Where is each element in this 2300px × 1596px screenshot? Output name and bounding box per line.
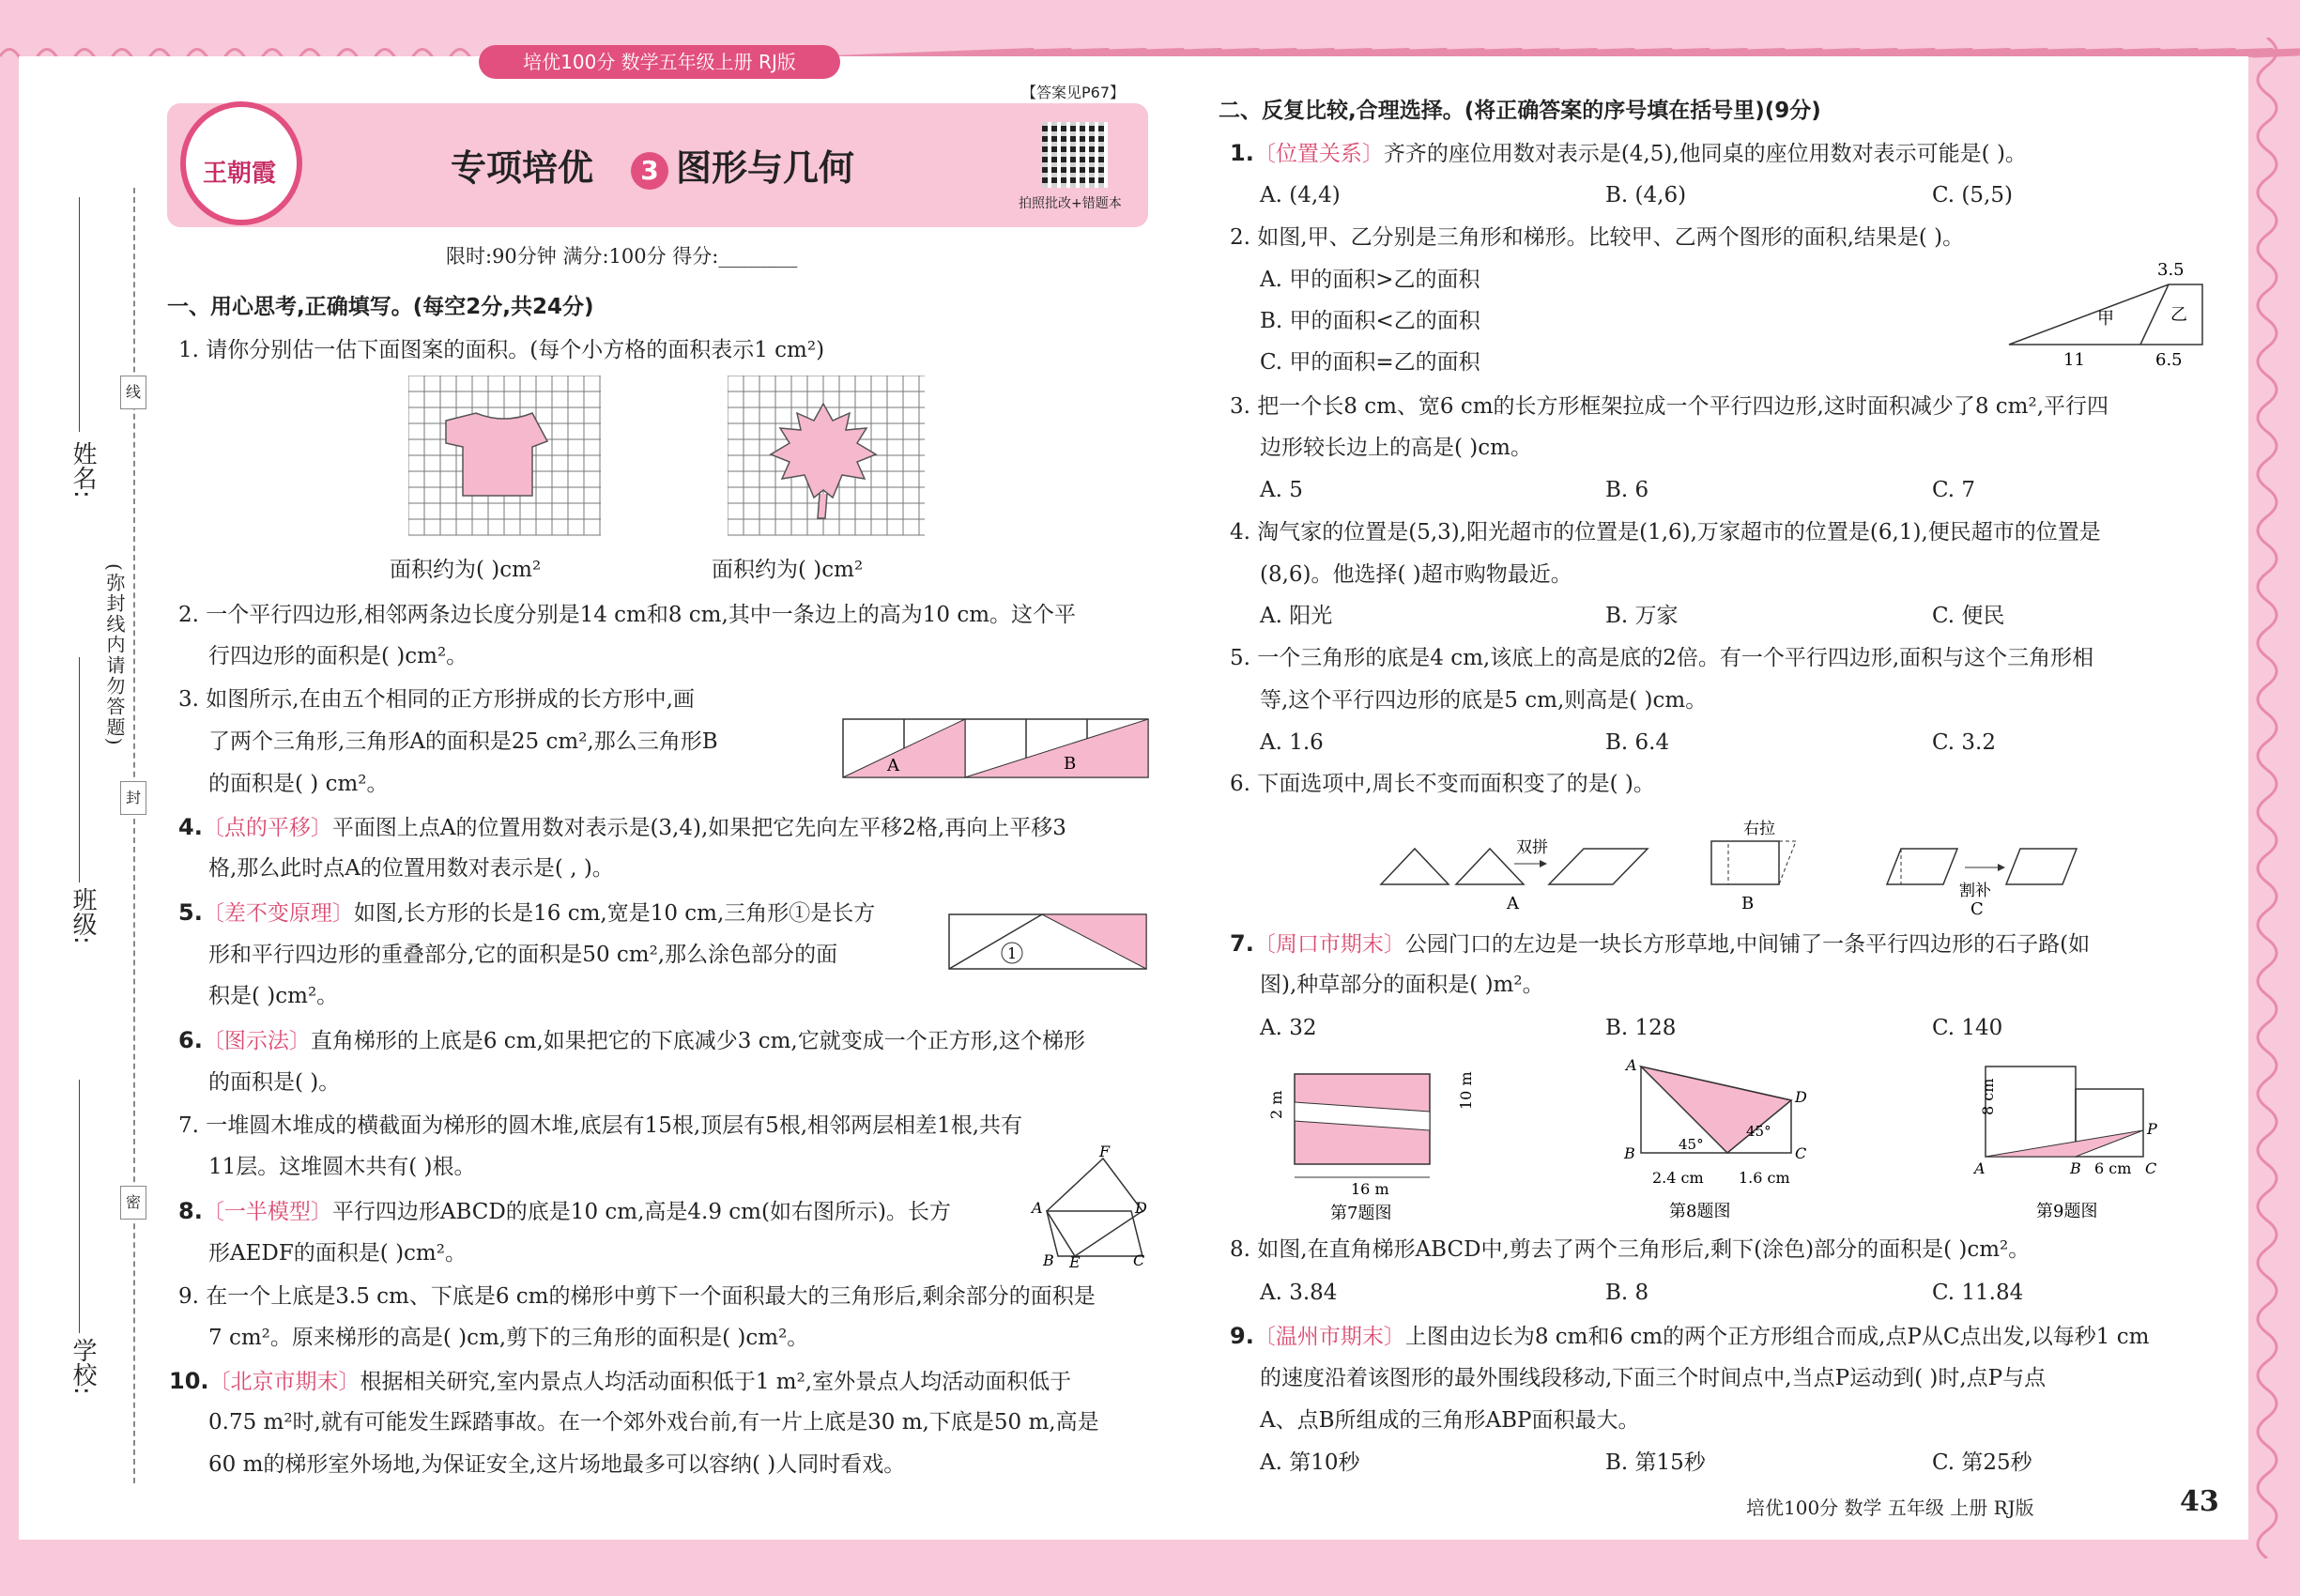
q2-top-length: 3.5: [2157, 260, 2185, 280]
r-q3-option-c[interactable]: C. 7: [1932, 478, 1976, 502]
l-q2-line1: 2. 一个平行四边形,相邻两条边长度分别是14 cm和8 cm,其中一条边上的高为10 cm。这个平: [178, 603, 1077, 627]
seal-note: (弥封线内请勿答题): [103, 563, 126, 747]
l-q9-line2[interactable]: 7 cm²。原来梯形的高是( )cm,剪下的三角形的面积是( )cm²。: [208, 1326, 809, 1350]
q2-jia-label: 甲: [2097, 309, 2114, 329]
r-q9-line3: A、点B所组成的三角形ABP面积最大。: [1260, 1408, 1640, 1433]
section-2-heading: 二、反复比较,合理选择。(将正确答案的序号填在括号里)(9分): [1219, 99, 1821, 123]
r-q3-option-b[interactable]: B. 6: [1605, 478, 1649, 502]
r-q9-line2[interactable]: 的速度沿着该图形的最外围线段移动,下面三个时间点中,当点P运动到( )时,点P与点: [1260, 1366, 2047, 1390]
svg-text:A: A: [1626, 1059, 1637, 1074]
l-q3-line2: 了两个三角形,三角形A的面积是25 cm²,那么三角形B: [208, 729, 718, 754]
q5-rectangle-figure: [948, 913, 1150, 972]
fig9-length-label: 6 cm: [2094, 1159, 2132, 1177]
r-q7-tag: 〔周口市期末〕: [1253, 932, 1405, 957]
q6-label-youla: 右拉: [1743, 820, 1775, 838]
l-q7-line1: 7. 一堆圆木堆成的横截面为梯形的圆木堆,底层有15根,顶层有5根,相邻两层相差1根,共有: [178, 1113, 1023, 1138]
section-1-heading: 一、用心思考,正确填写。(每空2分,共24分): [167, 295, 594, 319]
r-q8-option-c[interactable]: C. 11.84: [1932, 1281, 2024, 1305]
svg-text:C: C: [1133, 1251, 1145, 1267]
seal-mark-feng: 封: [120, 781, 146, 815]
l-q5-line3[interactable]: 积是( )cm²。: [208, 984, 339, 1008]
q2-yi-label: 乙: [2170, 305, 2187, 325]
seal-mark-xian: 线: [120, 376, 146, 409]
r-q4-line1: 4. 淘气家的位置是(5,3),阳光超市的位置是(1,6),万家超市的位置是(6,1),便民超市的位置是: [1230, 520, 2101, 545]
l-q6-tag: 〔图示法〕: [202, 1029, 311, 1053]
q6-options-figure: [1375, 817, 2145, 915]
l-q7-line2[interactable]: 11层。这堆圆木共有( )根。: [208, 1155, 476, 1179]
q6-option-c-label: C: [1970, 899, 1984, 915]
fig8-length-1: 2.4 cm: [1652, 1169, 1704, 1187]
page-footer: 培优100分 数学 五年级 上册 RJ版: [1746, 1496, 2034, 1519]
r-q3-line2[interactable]: 边形较长边上的高是( )cm。: [1260, 436, 1532, 460]
r-q9-line1: 9.〔温州市期末〕上图由边长为8 cm和6 cm的两个正方形组合而成,点P从C点出发,以每秒1 cm: [1230, 1323, 2150, 1349]
l-q10-line1: 10.〔北京市期末〕根据相关研究,室内景点人均活动面积低于1 m²,室外景点人均活动面积低于: [169, 1368, 1072, 1394]
svg-text:A: A: [1032, 1199, 1043, 1217]
wave-border-right: [2248, 38, 2300, 1558]
r-q3-line1: 3. 把一个长8 cm、宽6 cm的长方形框架拉成一个平行四边形,这时面积减少了8 cm²,平行四: [1230, 394, 2109, 419]
r-q9-option-c[interactable]: C. 第25秒: [1932, 1450, 2032, 1475]
l-q10-line2: 0.75 m²时,就有可能发生踩踏事故。在一个郊外戏台前,有一片上底是30 m,下底是50 m,高是: [208, 1410, 1099, 1435]
fig8-length-2: 1.6 cm: [1739, 1169, 1790, 1187]
fig8-trapezoid-figure: [1615, 1059, 1821, 1224]
r-q9-tag: 〔温州市期末〕: [1253, 1325, 1405, 1349]
name-blank[interactable]: [79, 197, 80, 432]
r-q2-option-b[interactable]: B. 甲的面积<乙的面积: [1260, 309, 1480, 333]
page-sheet: [19, 56, 2248, 1540]
q6-option-a-label: A: [1507, 894, 1519, 913]
school-blank[interactable]: [79, 1080, 80, 1333]
l-q8-line1: 8.〔一半模型〕平行四边形ABCD的底是10 cm,高是4.9 cm(如右图所示)。长方: [178, 1198, 951, 1224]
l-q9-line1: 9. 在一个上底是3.5 cm、下底是6 cm的梯形中剪下一个面积最大的三角形后,剩余部分的面积是: [178, 1284, 1096, 1309]
r-q4-line2[interactable]: (8,6)。他选择( )超市购物最近。: [1260, 562, 1572, 587]
svg-text:A: A: [1974, 1159, 1986, 1177]
r-q4-option-b[interactable]: B. 万家: [1605, 604, 1679, 628]
name-label: 姓名:: [69, 441, 97, 499]
l-q6-line1: 6.〔图示法〕直角梯形的上底是6 cm,如果把它的下底减少3 cm,它就变成一个正方形,这个梯形: [178, 1027, 1086, 1053]
r-q4-option-c[interactable]: C. 便民: [1932, 604, 2005, 628]
fig8-angle-2: 45°: [1746, 1123, 1771, 1140]
svg-text:C: C: [2145, 1159, 2157, 1177]
l-q1-answer-a[interactable]: 面积约为( )cm²: [390, 558, 542, 582]
fig8-caption: 第8题图: [1669, 1202, 1731, 1221]
r-q6-line: 6. 下面选项中,周长不变而面积变了的是( )。: [1230, 772, 1655, 796]
title-number-badge: 3: [631, 152, 668, 190]
logo-text: 王朝霞: [203, 160, 277, 188]
fig8-angle-1: 45°: [1679, 1136, 1704, 1153]
fig9-height-label: 8 cm: [1979, 1078, 1997, 1115]
r-q8-option-b[interactable]: B. 8: [1605, 1281, 1649, 1305]
r-q5-option-a[interactable]: A. 1.6: [1260, 730, 1324, 755]
svg-text:E: E: [1069, 1253, 1081, 1267]
q2-triangle-trapezoid-figure: [2000, 258, 2211, 371]
q6-label-gebu: 割补: [1959, 882, 1991, 900]
q2-bottom-1: 11: [2063, 350, 2085, 370]
answer-reference: 【答案见P67】: [1021, 84, 1126, 101]
l-q10-tag: 〔北京市期末〕: [208, 1370, 360, 1394]
r-q8-option-a[interactable]: A. 3.84: [1260, 1281, 1338, 1305]
r-q1-option-b[interactable]: B. (4,6): [1605, 183, 1687, 207]
tshirt-grid-figure: [408, 376, 601, 537]
qr-caption: 拍照批改+错题本: [1019, 196, 1122, 211]
svg-text:D: D: [1135, 1199, 1147, 1217]
q6-option-b-label: B: [1741, 894, 1755, 913]
fig7-height-label: 10 m: [1457, 1071, 1475, 1110]
class-label: 班级:: [69, 887, 97, 944]
seal-mark-mi: 密: [120, 1186, 146, 1220]
r-q5-line1: 5. 一个三角形的底是4 cm,该底上的高是底的2倍。有一个平行四边形,面积与这个三角形相: [1230, 646, 2094, 670]
l-q4-tag: 〔点的平移〕: [202, 816, 332, 840]
l-q5-tag: 〔差不变原理〕: [202, 901, 354, 926]
page-number: 43: [2180, 1485, 2219, 1518]
q3-five-squares-figure: [842, 718, 1152, 780]
title-main: 图形与几何: [676, 147, 855, 189]
r-q1-option-c[interactable]: C. (5,5): [1932, 183, 2013, 207]
l-q8-line2[interactable]: 形AEDF的面积是( )cm²。: [208, 1241, 467, 1266]
r-q2-line: 2. 如图,甲、乙分别是三角形和梯形。比较甲、乙两个图形的面积,结果是( )。: [1230, 225, 1965, 250]
l-q1-answer-b[interactable]: 面积约为( )cm²: [712, 558, 864, 582]
triangle-a-label: A: [887, 756, 899, 775]
r-q7-line1: 7.〔周口市期末〕公园门口的左边是一块长方形草地,中间铺了一条平行四边形的石子路(如: [1230, 930, 2091, 957]
l-q10-line3[interactable]: 60 m的梯形室外场地,为保证安全,这片场地最多可以容纳( )人同时看戏。: [208, 1452, 906, 1477]
exam-meta: 限时:90分钟 满分:100分 得分:________: [446, 245, 798, 268]
svg-text:B: B: [1624, 1144, 1635, 1162]
series-banner: 培优100分 数学五年级上册 RJ版: [479, 45, 840, 79]
school-label: 学校:: [69, 1338, 97, 1395]
fig7-width-label: 16 m: [1351, 1180, 1389, 1198]
r-q5-line2[interactable]: 等,这个平行四边形的底是5 cm,则高是( )cm。: [1260, 688, 1708, 713]
l-q5-line1: 5.〔差不变原理〕如图,长方形的长是16 cm,宽是10 cm,三角形①是长方: [178, 899, 876, 926]
r-q1-line: 1.〔位置关系〕齐齐的座位用数对表示是(4,5),他同桌的座位用数对表示可能是( )。: [1230, 140, 2027, 166]
svg-text:P: P: [2147, 1120, 2157, 1138]
region-1-label: 1: [1007, 944, 1018, 962]
r-q3-option-a[interactable]: A. 5: [1260, 478, 1303, 502]
r-q2-option-a[interactable]: A. 甲的面积>乙的面积: [1260, 268, 1480, 292]
r-q7-option-b[interactable]: B. 128: [1605, 1016, 1677, 1040]
r-q5-option-b[interactable]: B. 6.4: [1605, 730, 1670, 755]
page-title: [451, 139, 854, 191]
r-q5-option-c[interactable]: C. 3.2: [1932, 730, 1996, 755]
r-q4-option-a[interactable]: A. 阳光: [1260, 604, 1333, 628]
q6-label-shuangpin: 双拼: [1516, 838, 1548, 857]
r-q2-option-c[interactable]: C. 甲的面积=乙的面积: [1260, 350, 1480, 375]
l-q4-line2[interactable]: 格,那么此时点A的位置用数对表示是( , )。: [208, 856, 614, 881]
l-q3-line1: 3. 如图所示,在由五个相同的正方形拼成的长方形中,画: [178, 687, 695, 712]
fig7-road-label: 2 m: [1267, 1090, 1285, 1119]
r-q8-line[interactable]: 8. 如图,在直角梯形ABCD中,剪去了两个三角形后,剩下(涂色)部分的面积是( )cm²。: [1230, 1237, 2031, 1262]
q8-parallelogram-figure: [1028, 1145, 1155, 1267]
r-q1-option-a[interactable]: A. (4,4): [1260, 183, 1341, 207]
fig9-caption: 第9题图: [2036, 1202, 2098, 1221]
leaf-grid-figure: [728, 376, 925, 537]
l-q2-line2[interactable]: 行四边形的面积是( )cm²。: [208, 644, 468, 668]
r-q7-option-c[interactable]: C. 140: [1932, 1016, 2003, 1040]
q2-bottom-2: 6.5: [2155, 350, 2183, 370]
svg-text:D: D: [1795, 1088, 1807, 1106]
fig7-lawn-figure: [1253, 1059, 1479, 1224]
fig9-squares-figure: [1957, 1059, 2173, 1224]
triangle-b-label: B: [1064, 754, 1077, 774]
l-q4-line1: 4.〔点的平移〕平面图上点A的位置用数对表示是(3,4),如果把它先向左平移2格,再向上平移3: [178, 814, 1066, 840]
r-q9-option-b[interactable]: B. 第15秒: [1605, 1450, 1706, 1475]
qr-code-icon[interactable]: [1042, 122, 1108, 188]
svg-text:B: B: [1043, 1251, 1054, 1267]
r-q9-option-a[interactable]: A. 第10秒: [1260, 1450, 1360, 1475]
l-q8-tag: 〔一半模型〕: [202, 1200, 332, 1224]
fig7-caption: 第7题图: [1330, 1204, 1392, 1223]
class-blank[interactable]: [79, 657, 80, 882]
l-q5-line2: 形和平行四边形的重叠部分,它的面积是50 cm²,那么涂色部分的面: [208, 943, 838, 967]
l-q1: 1. 请你分别估一估下面图案的面积。(每个小方格的面积表示1 cm²): [178, 338, 825, 362]
r-q7-line2[interactable]: 图),种草部分的面积是( )m²。: [1260, 973, 1544, 997]
r-q1-tag: 〔位置关系〕: [1253, 142, 1384, 166]
title-prefix: 专项培优: [451, 147, 594, 189]
svg-text:F: F: [1099, 1145, 1111, 1160]
l-q6-line2[interactable]: 的面积是( )。: [208, 1070, 341, 1095]
publisher-logo: [180, 101, 302, 225]
svg-text:C: C: [1795, 1144, 1807, 1162]
svg-text:B: B: [2070, 1159, 2081, 1177]
r-q7-option-a[interactable]: A. 32: [1260, 1016, 1317, 1040]
l-q3-line3[interactable]: 的面积是( ) cm²。: [208, 772, 389, 796]
